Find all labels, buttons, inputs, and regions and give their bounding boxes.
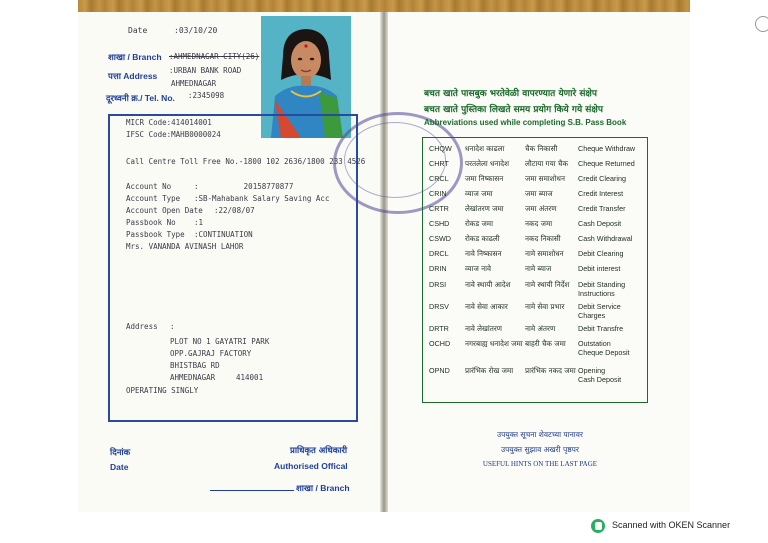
authorised-marathi: प्राधिकृत अधिकारी bbox=[290, 446, 348, 456]
abbreviation-hindi: चैक निकासी bbox=[525, 144, 558, 153]
abbreviation-english-line1: Debit Standing bbox=[578, 280, 626, 289]
abbreviation-row bbox=[423, 366, 645, 386]
date-value: :03/10/20 bbox=[174, 26, 218, 35]
address-label: पत्ता Address bbox=[108, 71, 158, 81]
abbreviation-code: OPND bbox=[429, 366, 450, 375]
address-line-1: PLOT NO 1 GAYATRI PARK bbox=[170, 337, 270, 346]
abbreviation-code: DRSV bbox=[429, 302, 449, 311]
bottom-date-english: Date bbox=[110, 462, 129, 472]
address-line-3: BHISTBAG RD bbox=[170, 361, 220, 370]
abbreviation-code: CSHD bbox=[429, 219, 450, 228]
abbreviation-hindi: जमा अंतरण bbox=[525, 204, 557, 213]
address2-colon: : bbox=[170, 322, 175, 331]
abbreviation-code: DRIN bbox=[429, 264, 447, 273]
branch-bottom-label: शाखा / Branch bbox=[296, 483, 350, 493]
passbook-no-value: :1 bbox=[194, 218, 204, 227]
abbreviation-hindi: जमा ब्याज bbox=[525, 189, 553, 198]
phone-label: दूरध्वनी क्र./ Tel. No. bbox=[106, 93, 175, 103]
abbreviation-row bbox=[423, 302, 645, 322]
abbreviation-english bbox=[578, 204, 626, 213]
abbreviation-marathi: लेखांतरण जमा bbox=[465, 204, 504, 213]
account-no-label: Account No bbox=[126, 182, 172, 191]
address-pin: 414001 bbox=[236, 373, 264, 382]
abbreviation-english-line1: Cheque Withdraw bbox=[578, 144, 636, 153]
passbook-no-label: Passbook No bbox=[126, 218, 176, 227]
abbreviation-code: OCHD bbox=[429, 339, 451, 348]
abbreviation-english-line2: Charges bbox=[578, 311, 606, 320]
abbreviation-english bbox=[578, 234, 632, 243]
bottom-date-marathi: दिनांक bbox=[110, 448, 131, 458]
abbreviation-english bbox=[578, 280, 625, 298]
account-no-value: : 20158770877 bbox=[194, 182, 294, 191]
abbreviation-english-line1: Outstation bbox=[578, 339, 611, 348]
account-type-value: :SB-Mahabank Salary Saving Acc bbox=[194, 194, 330, 203]
abbreviation-english-line1: Opening bbox=[578, 366, 606, 375]
abbreviation-english bbox=[578, 302, 621, 320]
abbreviation-code: CRTR bbox=[429, 204, 449, 213]
address-line-4: AHMEDNAGAR bbox=[170, 373, 216, 382]
abbreviation-english-line1: Debit Clearing bbox=[578, 249, 624, 258]
title-marathi: बचत खाते पासबुक भरतेवेळी वापरण्यात येणारे संक्षेप bbox=[424, 89, 597, 99]
useful-hints bbox=[430, 428, 650, 468]
abbreviation-english bbox=[578, 324, 623, 333]
title-english: Abbreviations used while completing S.B. Pass Book bbox=[424, 118, 627, 127]
abbreviation-code: CRCL bbox=[429, 174, 449, 183]
branch-signature-line bbox=[210, 490, 294, 491]
address-value-line2: AHMEDNAGAR bbox=[171, 79, 217, 88]
abbreviations-table bbox=[422, 137, 648, 403]
abbreviation-code: DRSI bbox=[429, 280, 447, 289]
abbreviation-english bbox=[578, 339, 630, 357]
abbreviation-marathi: रोकड काढली bbox=[465, 234, 500, 243]
abbreviation-marathi: धनादेश काढला bbox=[465, 144, 505, 153]
abbreviation-code: CHQW bbox=[429, 144, 452, 153]
branch-value: :AHMEDNAGAR CITY(26) bbox=[169, 52, 260, 61]
abbreviation-hindi: नामे सेवा प्रभार bbox=[525, 302, 565, 311]
abbreviation-code: CRIN bbox=[429, 189, 447, 198]
abbreviation-english bbox=[578, 366, 621, 384]
abbreviation-hindi: बाहरी चैक जमा bbox=[525, 339, 566, 348]
address2-label: Address bbox=[126, 322, 158, 331]
abbreviation-english-line2: Instructions bbox=[578, 289, 615, 298]
operating-mode: OPERATING SINGLY bbox=[126, 386, 199, 395]
hint-marathi: उपयुक्त सूचना शेवटच्या पानावर bbox=[497, 430, 583, 439]
abbreviation-english bbox=[578, 219, 621, 228]
passbook-type-label: Passbook Type bbox=[126, 230, 185, 239]
phone-value: :2345098 bbox=[188, 91, 225, 100]
passbook-spine bbox=[380, 12, 388, 512]
abbreviation-marathi: जमा निष्कासन bbox=[465, 174, 504, 183]
abbreviation-hindi: प्रारंभिक नकद जमा bbox=[525, 366, 576, 375]
abbreviation-english-line1: Debit Transfre bbox=[578, 324, 624, 333]
abbreviation-code: DRCL bbox=[429, 249, 449, 258]
call-centre: Call Centre Toll Free No.-1800 102 2636/1800 233 4526 bbox=[126, 157, 366, 166]
scanner-watermark: Scanned with OKEN Scanner bbox=[612, 520, 731, 530]
hint-english: USEFUL HINTS ON THE LAST PAGE bbox=[482, 460, 598, 468]
abbreviation-marathi: नावे सेवा आकार bbox=[465, 302, 508, 311]
abbreviation-marathi: नगरबाह्य धनादेश जमा bbox=[465, 339, 523, 348]
abbreviation-english bbox=[578, 174, 626, 183]
abbreviation-row bbox=[423, 339, 645, 359]
abbreviation-marathi: रोकड जमा bbox=[465, 219, 493, 228]
account-open-label: Account Open Date bbox=[126, 206, 203, 215]
abbreviation-code: CSWD bbox=[429, 234, 451, 243]
abbreviation-english-line2: Cash Deposit bbox=[578, 375, 622, 384]
abbreviation-hindi: नामे समाशोधन bbox=[525, 249, 564, 258]
abbreviation-marathi: व्याज जमा bbox=[465, 189, 493, 198]
abbreviation-code: DRTR bbox=[429, 324, 449, 333]
abbreviation-english-line1: Cash Deposit bbox=[578, 219, 622, 228]
abbreviation-hindi: जमा समाशोधन bbox=[525, 174, 565, 183]
abbreviation-marathi: नावे लेखांतरण bbox=[465, 324, 502, 333]
abbreviation-english-line1: Cheque Returned bbox=[578, 159, 635, 168]
abbreviation-english bbox=[578, 264, 620, 273]
abbreviation-marathi: प्रारंभिक रोख जमा bbox=[465, 366, 514, 375]
abbreviation-hindi: लौटाया गया चैक bbox=[525, 159, 568, 168]
abbreviation-english-line1: Credit Transfer bbox=[578, 204, 626, 213]
abbreviation-row bbox=[423, 280, 645, 300]
abbreviation-english-line2: Cheque Deposit bbox=[578, 348, 630, 357]
date-label: Date bbox=[128, 26, 148, 35]
abbreviation-english bbox=[578, 189, 623, 198]
address-line-2: OPP.GAJRAJ FACTORY bbox=[170, 349, 252, 358]
abbreviation-english bbox=[578, 159, 635, 168]
hint-hindi: उपयुक्त सुझाव अखरी पृष्ठपर bbox=[501, 445, 579, 454]
authorised-english: Authorised Offical bbox=[274, 461, 348, 471]
passbook-type-value: :CONTINUATION bbox=[194, 230, 253, 239]
abbreviation-marathi: परतलेला धनादेश bbox=[465, 159, 509, 168]
abbreviation-english-line1: Credit Interest bbox=[578, 189, 624, 198]
abbreviation-hindi: नकद जमा bbox=[525, 219, 553, 228]
abbreviation-marathi: नावे स्थायी आदेश bbox=[465, 280, 511, 289]
abbreviation-english-line1: Debit Service bbox=[578, 302, 621, 311]
abbreviation-hindi: नामे अंतरण bbox=[525, 324, 556, 333]
abbreviation-english bbox=[578, 249, 624, 258]
corner-mark-icon bbox=[755, 16, 768, 32]
abbreviation-code: CHRT bbox=[429, 159, 449, 168]
micr-code: MICR Code:414014001 bbox=[126, 118, 212, 127]
abbreviation-hindi: नकद निकासी bbox=[525, 234, 561, 243]
account-open-value: :22/08/07 bbox=[214, 206, 255, 215]
passbook bbox=[78, 0, 690, 512]
abbreviation-marathi: व्याज नावे bbox=[465, 264, 491, 273]
account-type-label: Account Type bbox=[126, 194, 181, 203]
abbreviation-english-line1: Debit interest bbox=[578, 264, 621, 273]
abbreviation-hindi: नामे ब्याज bbox=[525, 264, 552, 273]
address-value-line1: :URBAN BANK ROAD bbox=[169, 66, 242, 75]
abbreviation-english-line1: Cash Withdrawal bbox=[578, 234, 633, 243]
ifsc-code: IFSC Code:MAHB0000024 bbox=[126, 130, 221, 139]
abbreviation-hindi: नामे स्थायी निर्देश bbox=[525, 280, 570, 289]
abbreviation-english-line1: Credit Clearing bbox=[578, 174, 626, 183]
abbreviation-english bbox=[578, 144, 635, 153]
title-hindi: बचत खाते पुस्तिका लिखते समय प्रयोग किये गये संक्षेप bbox=[424, 105, 603, 115]
abbreviation-marathi: नावे निष्कासन bbox=[465, 249, 502, 258]
oken-scanner-logo-icon bbox=[591, 519, 605, 533]
branch-label: शाखा / Branch bbox=[108, 52, 162, 62]
account-holder-name: Mrs. VANANDA AVINASH LAHOR bbox=[126, 242, 244, 251]
